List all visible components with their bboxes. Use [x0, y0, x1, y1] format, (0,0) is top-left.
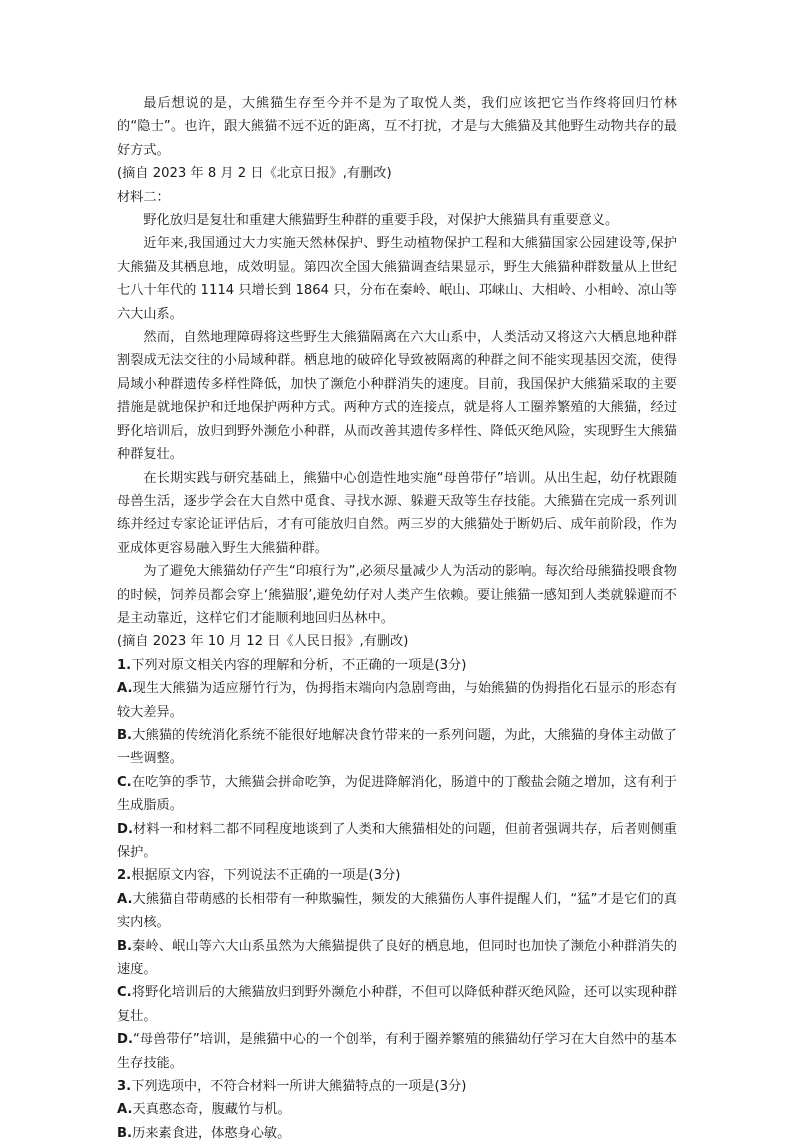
option-text: 将野化培训后的大熊猫放归到野外濒危小种群，不但可以降低种群灭绝风险，还可以实现种群复壮。 [117, 985, 677, 1024]
option-text: 材料一和材料二都不同程度地谈到了人类和大熊猫相处的问题，但前者强调共存，后者则侧重保护。 [117, 821, 677, 860]
option-text: 大熊猫的传统消化系统不能很好地解决食竹带来的一系列问题，为此，大熊猫的身体主动做了一些调整。 [117, 727, 677, 767]
question-2-option-d [117, 1028, 677, 1075]
option-letter: A. [117, 891, 133, 907]
option-letter: B. [117, 1125, 133, 1141]
option-letter: B. [117, 938, 133, 954]
option-text: 在吃笋的季节，大熊猫会拼命吃笋，为促进降解消化，肠道中的丁酸盐会随之增加，这有利于生成脂质。 [117, 774, 677, 814]
option-text: “母兽带仔”培训，是熊猫中心的一个创举，有利于圈养繁殖的熊猫幼仔学习在大自然中的基本生存技能。 [117, 1032, 677, 1071]
option-text: 天真憨态奇，腹藏竹与机。 [132, 1102, 291, 1118]
material2-paragraph: 在长期实践与研究基础上，熊猫中心创造性地实施“母兽带仔”培训。从出生起，幼仔枕跟随母兽生活，逐步学会在大自然中觅食、寻找水源、躲避天敌等生存技能。大熊猫在完成一系列训练并经过专家论证评估后，才有可能放归自然。两三岁的大熊猫处于断奶后、成年前阶段，作为亚成体更容易融入野生大熊猫种群。 [117, 470, 677, 556]
option-letter: D. [117, 821, 133, 837]
document-page [117, 92, 677, 1145]
question-1 [117, 654, 677, 677]
option-letter: A. [117, 681, 133, 697]
material2-paragraph: 野化放归是复壮和重建大熊猫野生种群的重要手段，对保护大熊猫具有重要意义。 [143, 213, 619, 229]
option-letter: A. [117, 1102, 133, 1118]
option-letter: D. [117, 1032, 133, 1048]
material2-paragraph: 然而，自然地理障碍将这些野生大熊猫隔离在六大山系中，人类活动又将这六大栖息地种群割裂成无法交往的小局域种群。栖息地的破碎化导致被隔离的种群之间不能实现基因交流，使得局域小种群遗传多样性降低，加快了濒危小种群消失的速度。目前，我国保护大熊猫采取的主要措施是就地保护和迁地保护两种方式。两种方式的连接点，就是将人工圈养繁殖的大熊猫，经过野化培训后，放归到野外濒危小种群，从而改善其遗传多样性、降低灭绝风险，实现野生大熊猫种群复壮。 [117, 330, 677, 463]
option-text: 历来素食进，体憨身心敏。 [132, 1125, 291, 1141]
option-letter: B. [117, 727, 133, 743]
question-number: 3. [117, 1079, 132, 1095]
question-1-option-a [117, 677, 677, 724]
question-2-option-a [117, 888, 677, 935]
question-1-option-b [117, 724, 677, 771]
material2-paragraph: 近年来,我国通过大力实施天然林保护、野生动植物保护工程和大熊猫国家公园建设等,保护大熊猫及其栖息地，成效明显。第四次全国大熊猫调查结果显示，野生大熊猫种群数量从上世纪七八十年代的 1114 只增长到 1864 只，分布在秦岭、岷山、邛崃山、大相岭、小相岭、凉山等六大山系。 [117, 236, 677, 322]
question-stem: 下列对原文相关内容的理解和分析，不正确的一项是(3分) [131, 657, 467, 673]
question-stem: 下列选项中，不符合材料一所讲大熊猫特点的一项是(3分) [131, 1079, 467, 1095]
question-3-option-a [117, 1098, 677, 1121]
question-2-option-c [117, 981, 677, 1028]
option-letter: C. [117, 985, 132, 1001]
option-text: 大熊猫自带萌感的长相带有一种欺骗性，频发的大熊猫伤人事件提醒人们，“猛”才是它们的真实内核。 [117, 891, 677, 931]
material2-paragraph: 为了避免大熊猫幼仔产生“印痕行为”,必须尽量减少人为活动的影响。每次给母熊猫投喂食物的时候，饲养员都会穿上‘熊猫服’,避免幼仔对人类产生依赖。要让熊猫一感知到人类就躲避而不是主动靠近，这样它们才能顺利地回归丛林中。 [117, 564, 677, 626]
question-1-option-c [117, 771, 677, 818]
question-number: 2. [117, 868, 132, 884]
question-1-option-d [117, 818, 677, 865]
option-letter: C. [117, 774, 132, 790]
question-stem: 根据原文内容，下列说法不正确的一项是(3分) [131, 868, 401, 884]
question-2 [117, 864, 677, 887]
question-2-option-b [117, 935, 677, 982]
option-text: 现生大熊猫为适应掰竹行为，伪拇指末端向内急剧弯曲，与始熊猫的伪拇指化石显示的形态有较大差异。 [117, 681, 677, 720]
material1-closing-paragraph: 最后想说的是，大熊猫生存至今并不是为了取悦人类，我们应该把它当作终将回归竹林的“隐士”。也许，跟大熊猫不远不近的距离，互不打扰，才是与大熊猫及其他野生动物共存的最好方式。 [117, 96, 677, 158]
material2-source: (摘自 2023 年 10 月 12 日《人民日报》,有删改) [117, 634, 409, 650]
material2-heading: 材料二： [117, 189, 170, 205]
question-3-option-b [117, 1122, 677, 1145]
question-number: 1. [117, 657, 132, 673]
material1-source: (摘自 2023 年 8 月 2 日《北京日报》,有删改) [117, 166, 392, 182]
question-3 [117, 1075, 677, 1098]
option-text: 秦岭、岷山等六大山系虽然为大熊猫提供了良好的栖息地，但同时也加快了濒危小种群消失的速度。 [117, 938, 677, 978]
